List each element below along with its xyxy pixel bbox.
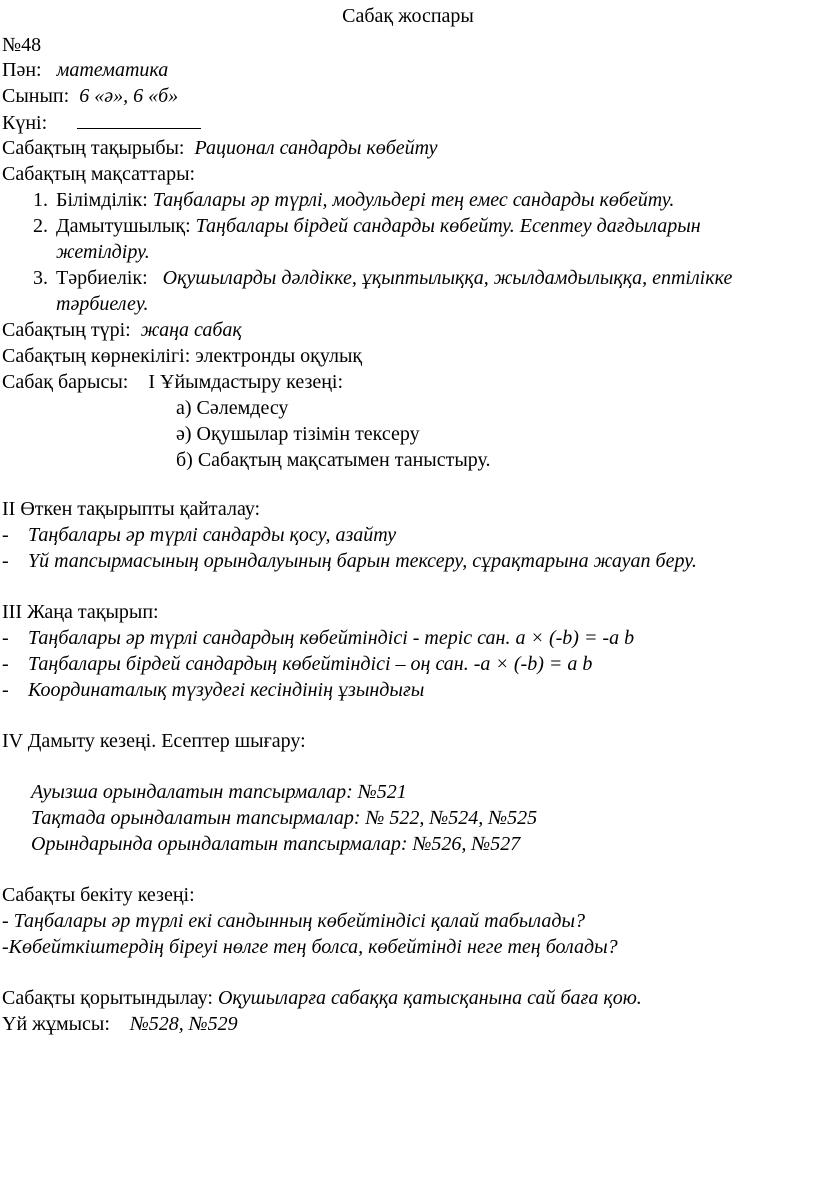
section3-item <box>2 652 592 676</box>
goal-text: Оқушыларды дәлдікке, ұқыптылыққа, жылдамдылыққа, ептілікке <box>162 267 733 289</box>
bullet-dash: - <box>2 524 9 546</box>
section3-heading: ІІІ Жаңа тақырып: <box>2 601 159 623</box>
section4-item: Ауызша орындалатын тапсырмалар: №521 <box>31 781 407 803</box>
page-title: Сабақ жоспары <box>342 5 474 27</box>
progress-stage: І Ұйымдастыру кезеңі: <box>148 371 344 393</box>
subject-label: Пән: <box>2 59 42 81</box>
consolidation-item: - Таңбалары әр түрлі екі сандынның көбейтіндісі қалай табылады? <box>2 910 585 932</box>
section3-item-text: Таңбалары бірдей сандардың көбейтіндісі – оң сан. -a × (-b) = a b <box>28 653 593 675</box>
goal-item <box>26 214 701 238</box>
lesson-type-value: жаңа сабақ <box>140 319 242 341</box>
homework-row <box>2 1012 238 1036</box>
goal-item <box>26 188 674 212</box>
visuals-label: Сабақтың көрнекілігі: <box>2 345 191 367</box>
grade-row <box>2 84 178 108</box>
section3-item-text: Таңбалары әр түрлі сандардың көбейтіндісі - теріс сан. a × (-b) = -a b <box>28 627 635 649</box>
section2-heading: ІІ Өткен тақырыпты қайталау: <box>2 498 261 520</box>
progress-item: а) Сәлемдесу <box>176 397 289 419</box>
visuals-row <box>2 344 362 368</box>
visuals-value: электронды оқулық <box>195 345 363 367</box>
goal-text-continued: жетілдіру. <box>56 241 150 263</box>
goals-label: Сабақтың мақсаттары: <box>2 163 196 185</box>
subject-value: математика <box>56 59 169 81</box>
bullet-dash: - <box>2 679 9 701</box>
consolidation-item: -Көбейткіштердің біреуі нөлге тең болса, көбейтінді неге тең болады? <box>2 936 618 958</box>
goal-number: 2. <box>33 215 48 237</box>
section2-item <box>2 523 396 547</box>
lesson-type-label: Сабақтың түрі: <box>2 319 131 341</box>
progress-row <box>2 370 343 394</box>
date-blank-line <box>77 110 201 129</box>
goal-label: Білімділік: <box>56 189 148 211</box>
section4-item: Тақтада орындалатын тапсырмалар: № 522, №524, №525 <box>31 807 538 829</box>
progress-item: б) Сабақтың мақсатымен таныстыру. <box>176 449 491 471</box>
goal-text-continued: тәрбиелеу. <box>56 293 149 315</box>
lesson-type-row <box>2 318 242 342</box>
bullet-dash: - <box>2 550 9 572</box>
grade-value: 6 «ә», 6 «б» <box>79 85 179 107</box>
homework-label: Үй жұмысы: <box>2 1013 110 1035</box>
summary-value: Оқушыларға сабаққа қатысқанына сай баға қою. <box>217 987 642 1009</box>
consolidation-heading: Сабақты бекіту кезеңі: <box>2 884 195 906</box>
section3-item <box>2 678 424 702</box>
section4-item: Орындарында орындалатын тапсырмалар: №526, №527 <box>31 833 521 855</box>
topic-row <box>2 136 438 160</box>
date-label: Күні: <box>2 112 48 134</box>
section2-item-text: Таңбалары әр түрлі сандарды қосу, азайту <box>28 524 397 546</box>
section3-item <box>2 626 634 650</box>
goal-label: Тәрбиелік: <box>56 267 148 289</box>
goal-item <box>26 266 732 290</box>
bullet-dash: - <box>2 627 9 649</box>
goal-label: Дамытушылық: <box>56 215 191 237</box>
grade-label: Сынып: <box>2 85 70 107</box>
subject-row <box>2 58 168 82</box>
goal-number: 3. <box>33 267 48 289</box>
goal-text: Таңбалары бірдей сандарды көбейту. Есептеу дағдыларын <box>195 215 701 237</box>
lesson-number: №48 <box>2 34 42 56</box>
progress-item: ә) Оқушылар тізімін тексеру <box>176 423 420 445</box>
section3-item-text: Координаталық түзудегі кесіндінің ұзындығы <box>28 679 425 701</box>
goal-number: 1. <box>33 189 48 211</box>
topic-label: Сабақтың тақырыбы: <box>2 137 185 159</box>
bullet-dash: - <box>2 653 9 675</box>
goal-text: Таңбалары әр түрлі, модульдері тең емес сандарды көбейту. <box>152 189 675 211</box>
section2-item <box>2 549 697 573</box>
summary-label: Сабақты қорытындылау: <box>2 987 213 1009</box>
section4-heading: IV Дамыту кезеңі. Есептер шығару: <box>2 730 306 752</box>
summary-row <box>2 986 642 1010</box>
topic-value: Рационал сандарды көбейту <box>194 137 438 159</box>
date-row <box>2 110 201 135</box>
homework-value: №528, №529 <box>129 1013 238 1035</box>
section2-item-text: Үй тапсырмасының орындалуының барын тексеру, сұрақтарына жауап беру. <box>28 550 697 572</box>
progress-label: Сабақ барысы: <box>2 371 129 393</box>
